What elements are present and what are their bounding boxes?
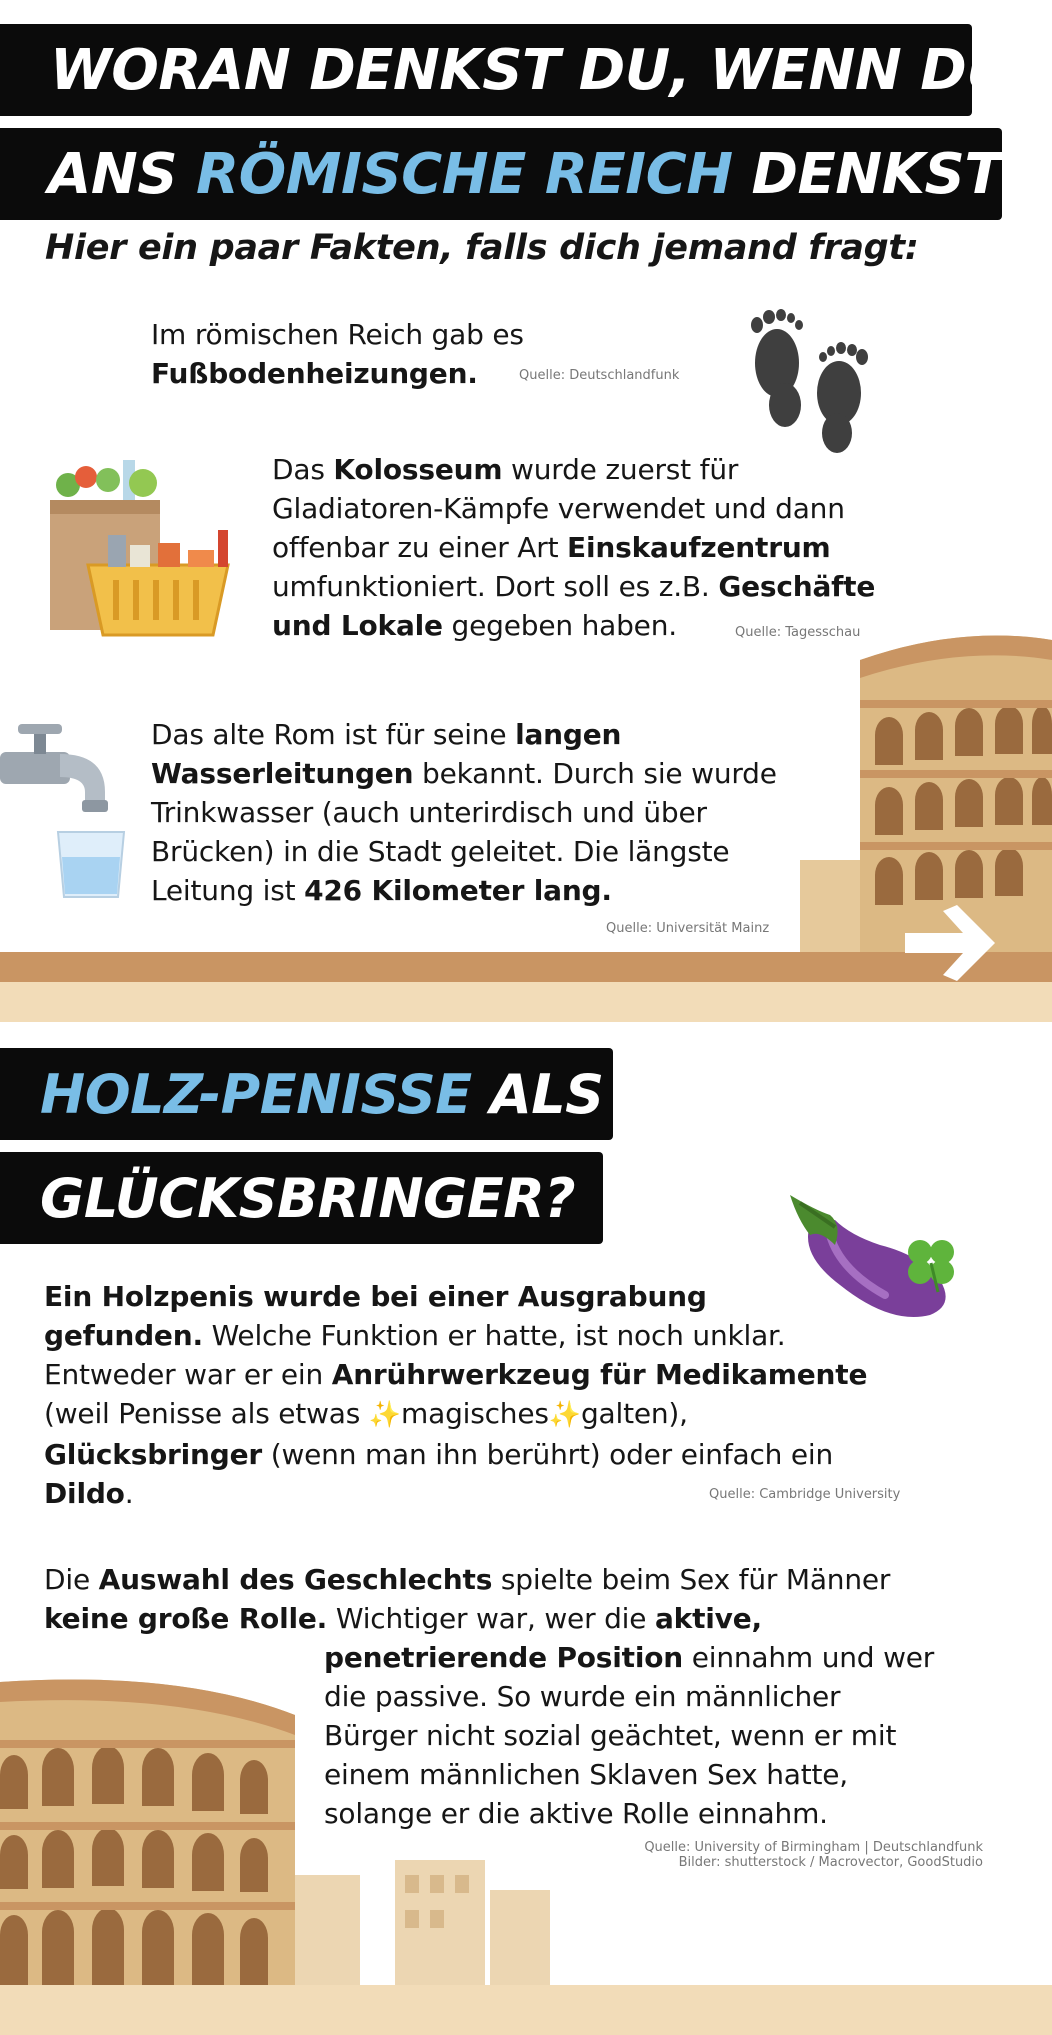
- fact-floor-heating: [151, 315, 524, 393]
- holz-title-accent: HOLZ-PENISSE: [40, 1062, 472, 1126]
- s2-fact1-line5-a: Glücksbringer: [44, 1438, 263, 1471]
- fact2-line5-a: und Lokale: [272, 609, 443, 642]
- gluecksbringer-title: GLÜCKSBRINGER?: [40, 1166, 576, 1230]
- s2-fact2-line2-c: aktive,: [654, 1602, 762, 1635]
- s2-fact2-line2-b: Wichtiger war, wer die: [327, 1602, 655, 1635]
- fact2-line1-a: Das: [272, 453, 334, 486]
- fact-gender-roles: [44, 1560, 890, 1638]
- fact-aqueducts: [151, 715, 777, 910]
- s2-fact2-line3-b: einnahm und wer: [683, 1641, 935, 1674]
- fact2-source: Quelle: Tagesschau: [735, 625, 861, 640]
- s2-fact1-line2-b: Welche Funktion er hatte, ist noch unklar.: [202, 1319, 786, 1352]
- sparkle-icon-2: ✨: [548, 1400, 581, 1430]
- fact3-line3: Trinkwasser (auch unterirdisch und über: [151, 796, 707, 829]
- s2-fact2-line6: einem männlichen Sklaven Sex hatte,: [324, 1758, 848, 1791]
- s2-fact1-line5-b: (wenn man ihn berührt) oder einfach ein: [262, 1438, 834, 1471]
- grocery-basket-icon: [48, 455, 238, 640]
- arrow-right-icon[interactable]: [905, 905, 1005, 981]
- s2-fact1-line2-a: gefunden.: [44, 1319, 203, 1352]
- fact-colosseum: [272, 450, 875, 645]
- s2-fact1-line6: Dildo: [44, 1477, 125, 1510]
- title-banner-line2: [0, 128, 1035, 220]
- fact2-line4-a: umfunktioniert. Dort soll es z.B.: [272, 570, 719, 603]
- title-line2-pre: ANS: [48, 141, 197, 207]
- title-line1: WORAN DENKST DU, WENN DU: [50, 37, 1012, 103]
- s2-fact1-line1: Ein Holzpenis wurde bei einer Ausgrabung: [44, 1280, 707, 1313]
- ground-band-1: [0, 952, 1052, 982]
- s2-fact1-line4-b: magisches: [401, 1397, 549, 1430]
- image-credits: Bilder: shutterstock / Macrovector, GoodStudio: [678, 1855, 983, 1870]
- fact2-line1-c: wurde zuerst für: [502, 453, 739, 486]
- title-banner-gluecksbringer: [0, 1152, 603, 1244]
- s2-fact2-source-line1: Quelle: University of Birmingham | Deutschlandfunk: [644, 1840, 983, 1855]
- fact3-line5-a: Leitung ist: [151, 874, 305, 907]
- fact2-line3-b: Einskaufzentrum: [567, 531, 831, 564]
- s2-fact1-source: Quelle: Cambridge University: [709, 1487, 901, 1502]
- fact2-line5-b: gegeben haben.: [442, 609, 677, 642]
- fact1-source: Quelle: Deutschlandfunk: [519, 368, 680, 383]
- four-leaf-clover-icon: [900, 1232, 962, 1294]
- ground-sand-2: [0, 1985, 1052, 2035]
- s2-fact1-line3-b: Anrührwerkzeug für Medikamente: [331, 1358, 868, 1391]
- fact3-line5-b: 426 Kilometer lang.: [304, 874, 612, 907]
- title-line2-post: DENKST?: [732, 141, 1035, 207]
- footprints-icon: [745, 305, 875, 455]
- fact3-line1-a: Das alte Rom ist für seine: [151, 718, 516, 751]
- title-banner-line1: [0, 24, 1012, 116]
- title-banner-holz: [0, 1048, 613, 1140]
- fact3-line4: Brücken) in die Stadt geleitet. Die längste: [151, 835, 730, 868]
- fact-gender-roles-cont: [324, 1638, 934, 1833]
- water-faucet-icon: [0, 722, 135, 902]
- s2-fact2-source: [644, 1840, 983, 1870]
- fact2-line1-b: Kolosseum: [333, 453, 503, 486]
- sparkle-icon: ✨: [368, 1400, 402, 1430]
- fact2-line4-b: Geschäfte: [718, 570, 876, 603]
- holz-title-post: ALS: [471, 1062, 604, 1126]
- title-line2-accent: RÖMISCHE REICH: [196, 141, 733, 207]
- subtitle: Hier ein paar Fakten, falls dich jemand fragt:: [45, 228, 919, 268]
- s2-fact2-line7: solange er die aktive Rolle einnahm.: [324, 1797, 828, 1830]
- s2-fact2-line1-a: Die: [44, 1563, 99, 1596]
- fact3-line1-b: langen: [515, 718, 622, 751]
- s2-fact1-line3-a: Entweder war er ein: [44, 1358, 332, 1391]
- fact3-line2-a: Wasserleitungen: [151, 757, 414, 790]
- s2-fact2-line3-a: penetrierende Position: [324, 1641, 684, 1674]
- s2-fact2-line2-a: keine große Rolle.: [44, 1602, 328, 1635]
- fact1-line2: Fußbodenheizungen.: [151, 357, 478, 390]
- ground-sand-1: [0, 982, 1052, 1022]
- fact3-line2-b: bekannt. Durch sie wurde: [413, 757, 777, 790]
- fact3-source: Quelle: Universität Mainz: [606, 921, 770, 936]
- s2-fact1-line4-c: galten),: [580, 1397, 688, 1430]
- fact2-line2: Gladiatoren-Kämpfe verwendet und dann: [272, 492, 845, 525]
- s2-fact1-line6-end: .: [124, 1477, 134, 1510]
- s2-fact2-line1-c: spielte beim Sex für Männer: [492, 1563, 891, 1596]
- s2-fact2-line4: die passive. So wurde ein männlicher: [324, 1680, 841, 1713]
- fact1-line1: Im römischen Reich gab es: [151, 318, 524, 351]
- s2-fact2-line5: Bürger nicht sozial geächtet, wenn er mit: [324, 1719, 897, 1752]
- s2-fact2-line1-b: Auswahl des Geschlechts: [98, 1563, 493, 1596]
- fact2-line3-a: offenbar zu einer Art: [272, 531, 568, 564]
- s2-fact1-line4-a: (weil Penisse als etwas: [44, 1397, 369, 1430]
- fact-wooden-phallus: [44, 1277, 867, 1513]
